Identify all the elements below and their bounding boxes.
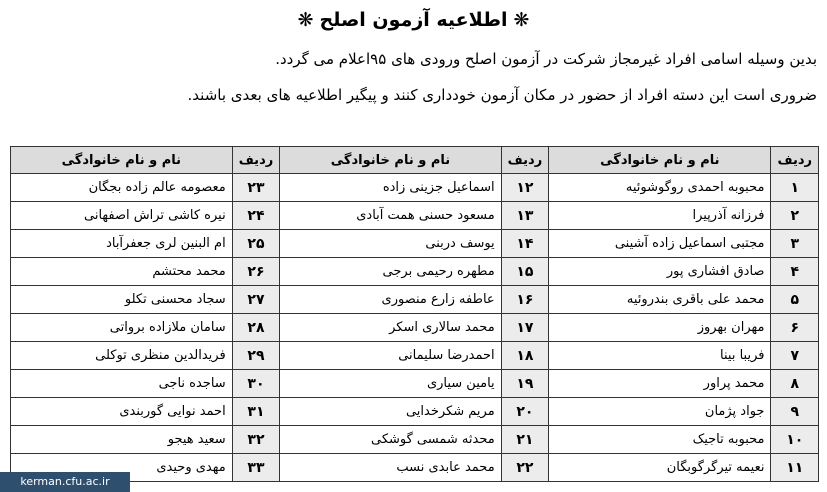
- full-name: احمد نوایی گوربندی: [11, 398, 233, 426]
- full-name: محدثه شمسی گوشکی: [280, 426, 501, 454]
- row-number: ۲۸: [232, 314, 280, 342]
- row-number: ۳۰: [232, 370, 280, 398]
- row-number: ۲۴: [232, 202, 280, 230]
- full-name: ساجده ناجی: [11, 370, 233, 398]
- full-name: یامین سیاری: [280, 370, 501, 398]
- site-watermark: kerman.cfu.ac.ir: [0, 472, 130, 492]
- full-name: فریبا بینا: [549, 342, 771, 370]
- table-row: [11, 426, 819, 454]
- full-name: نیره کاشی تراش اصفهانی: [11, 202, 233, 230]
- full-name: جواد پژمان: [549, 398, 771, 426]
- row-number: ۲۶: [232, 258, 280, 286]
- row-number: ۲۹: [232, 342, 280, 370]
- intro-line-2: ضروری است این دسته افراد از حضور در مکان آزمون خودداری کنند و پیگیر اطلاعیه های بعدی باشند.: [187, 86, 817, 104]
- row-number: ۱۶: [501, 286, 549, 314]
- title-text: اطلاعیه آزمون اصلح: [319, 9, 508, 31]
- row-number: ۲۷: [232, 286, 280, 314]
- col-header-num: ردیف: [771, 147, 819, 174]
- full-name: محمد علی باقری بندروئیه: [549, 286, 771, 314]
- row-number: ۲۲: [501, 454, 549, 482]
- star-icon: ❋: [297, 9, 314, 31]
- table-row: [11, 258, 819, 286]
- row-number: ۱۹: [501, 370, 549, 398]
- row-number: ۶: [771, 314, 819, 342]
- full-name: ام البنین لری جعفرآباد: [11, 230, 233, 258]
- full-name: اسماعیل جزینی زاده: [280, 174, 501, 202]
- col-header-name: نام و نام خانوادگی: [280, 147, 501, 174]
- full-name: یوسف دربنی: [280, 230, 501, 258]
- full-name: محمد پراور: [549, 370, 771, 398]
- full-name: معصومه عالم زاده بجگان: [11, 174, 233, 202]
- full-name: محمد محتشم: [11, 258, 233, 286]
- full-name: محبوبه احمدی روگوشوئیه: [549, 174, 771, 202]
- table-row: [11, 230, 819, 258]
- full-name: محمد سالاری اسکر: [280, 314, 501, 342]
- row-number: ۱۲: [501, 174, 549, 202]
- full-name: محبوبه تاجیک: [549, 426, 771, 454]
- row-number: ۱۳: [501, 202, 549, 230]
- table-row: [11, 342, 819, 370]
- row-number: ۵: [771, 286, 819, 314]
- table-body: [11, 174, 819, 482]
- full-name: مسعود حسنی همت آبادی: [280, 202, 501, 230]
- row-number: ۱: [771, 174, 819, 202]
- full-name: عاطفه زارع منصوری: [280, 286, 501, 314]
- row-number: ۲۱: [501, 426, 549, 454]
- row-number: ۳۲: [232, 426, 280, 454]
- row-number: ۲۳: [232, 174, 280, 202]
- col-header-name: نام و نام خانوادگی: [11, 147, 233, 174]
- row-number: ۸: [771, 370, 819, 398]
- full-name: محمد عابدی نسب: [280, 454, 501, 482]
- row-number: ۲۰: [501, 398, 549, 426]
- full-name: سجاد محسنی تکلو: [11, 286, 233, 314]
- table-header-row: [11, 147, 819, 174]
- full-name: صادق افشاری پور: [549, 258, 771, 286]
- row-number: ۳: [771, 230, 819, 258]
- full-name: سامان ملازاده برواتی: [11, 314, 233, 342]
- full-name: مریم شکرخدایی: [280, 398, 501, 426]
- row-number: ۲: [771, 202, 819, 230]
- col-header-num: ردیف: [501, 147, 549, 174]
- table-row: [11, 370, 819, 398]
- row-number: ۴: [771, 258, 819, 286]
- row-number: ۱۷: [501, 314, 549, 342]
- roster-table: [10, 146, 819, 482]
- full-name: فرزانه آذرپیرا: [549, 202, 771, 230]
- row-number: ۳۳: [232, 454, 280, 482]
- col-header-name: نام و نام خانوادگی: [549, 147, 771, 174]
- page-title: [0, 6, 827, 34]
- row-number: ۱۱: [771, 454, 819, 482]
- full-name: مجتبی اسماعیل زاده آشینی: [549, 230, 771, 258]
- col-header-num: ردیف: [232, 147, 280, 174]
- table-row: [11, 202, 819, 230]
- full-name: مهدی وحیدی: [11, 454, 233, 482]
- intro-line-1: بدین وسیله اسامی افراد غیرمجاز شرکت در آزمون اصلح ورودی های ۹۵اعلام می گردد.: [275, 50, 817, 68]
- row-number: ۷: [771, 342, 819, 370]
- row-number: ۲۵: [232, 230, 280, 258]
- full-name: سعید هیجو: [11, 426, 233, 454]
- row-number: ۳۱: [232, 398, 280, 426]
- table-row: [11, 174, 819, 202]
- full-name: مهران بهروز: [549, 314, 771, 342]
- table-row: [11, 398, 819, 426]
- row-number: ۹: [771, 398, 819, 426]
- table-row: [11, 286, 819, 314]
- row-number: ۱۵: [501, 258, 549, 286]
- full-name: فریدالدین منظری توکلی: [11, 342, 233, 370]
- full-name: احمدرضا سلیمانی: [280, 342, 501, 370]
- full-name: نعیمه تیرگرگوبگان: [549, 454, 771, 482]
- row-number: ۱۴: [501, 230, 549, 258]
- full-name: مطهره رحیمی برجی: [280, 258, 501, 286]
- row-number: ۱۰: [771, 426, 819, 454]
- table-row: [11, 454, 819, 482]
- table-row: [11, 314, 819, 342]
- star-icon: ❋: [513, 9, 530, 31]
- row-number: ۱۸: [501, 342, 549, 370]
